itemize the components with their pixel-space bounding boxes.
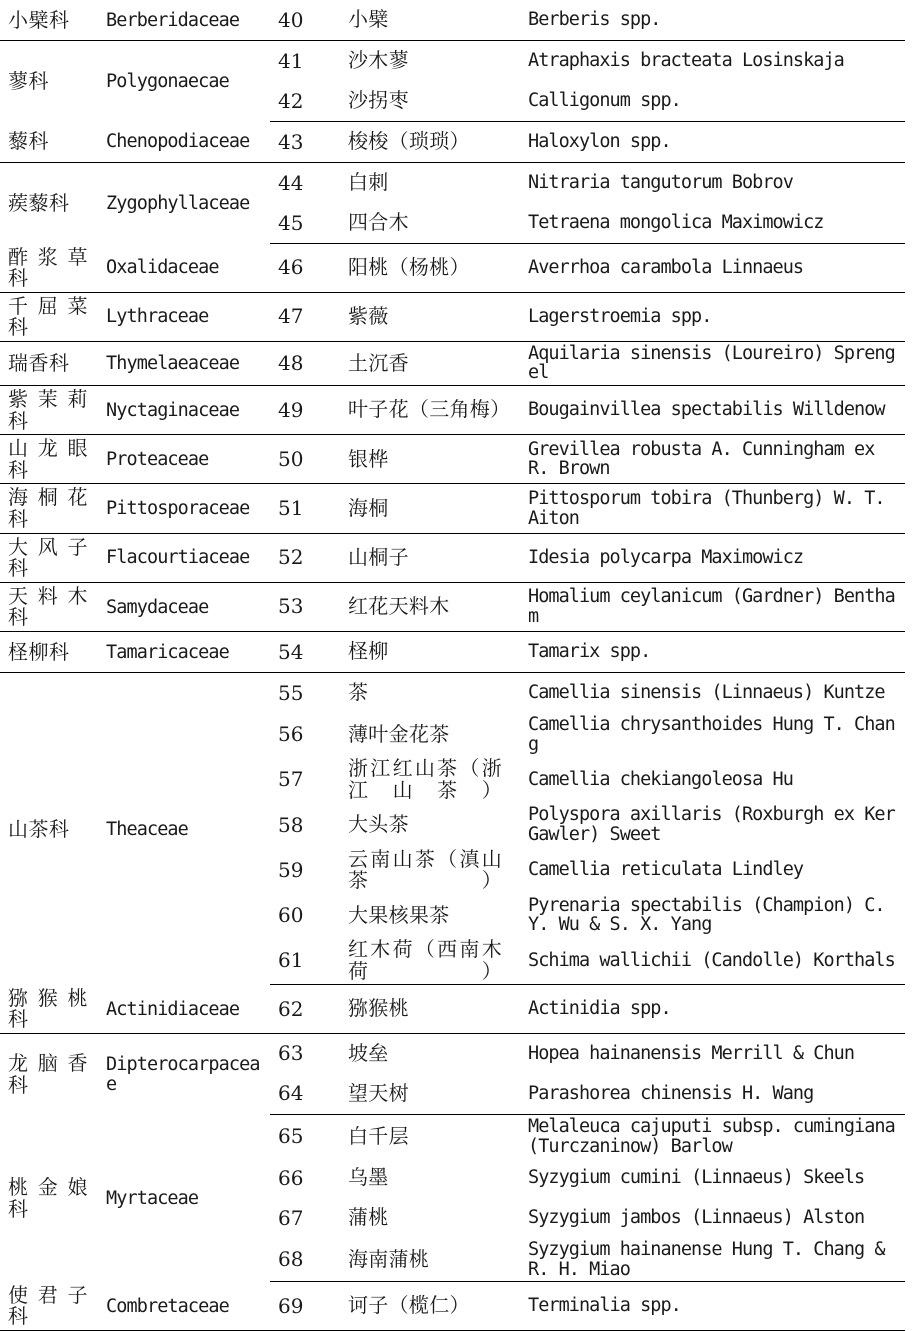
cell-species-la [520, 81, 905, 122]
species-number: 63 [278, 1041, 304, 1066]
cell-species-la [520, 1238, 905, 1282]
species-name-la: Aquilaria sinensis (Loureiro) Sprengel [528, 342, 895, 384]
table-row [0, 163, 905, 204]
table-row [0, 1033, 905, 1074]
table-row [0, 484, 905, 533]
table-row [0, 244, 905, 293]
cell-family-cn [0, 1114, 100, 1281]
cell-species-la [520, 484, 905, 533]
cell-family-cn [0, 341, 100, 385]
cell-species-cn [340, 1198, 520, 1238]
species-name-cn: 红花天料木 [348, 594, 450, 619]
cell-family-cn [0, 122, 100, 163]
species-number: 61 [278, 948, 304, 973]
table-row [0, 122, 905, 163]
species-number: 50 [278, 446, 304, 471]
cell-family-cn [0, 163, 100, 244]
cell-family-la [100, 341, 270, 385]
species-name-cn: 叶子花（三角梅） [348, 397, 511, 422]
cell-family-la [100, 1114, 270, 1281]
species-name-cn: 诃子（榄仁） [348, 1293, 470, 1318]
cell-species-cn [340, 435, 520, 484]
species-name-la: Tamarix spp. [528, 641, 651, 663]
species-name-la: Camellia chrysanthoides Hung T. Chang [528, 714, 895, 755]
cell-species-la [520, 203, 905, 244]
cell-species-no [270, 41, 340, 82]
cell-species-cn [340, 673, 520, 714]
cell-family-cn [0, 244, 100, 293]
species-name-cn: 土沉香 [348, 350, 409, 375]
family-name-cn: 猕猴桃科 [8, 985, 88, 1032]
cell-species-no [270, 533, 340, 582]
species-name-cn: 山桐子 [348, 544, 409, 569]
species-name-la: Grevillea robusta A. Cunningham ex R. Brown [528, 438, 875, 480]
cell-species-la [520, 632, 905, 673]
species-number: 43 [278, 129, 304, 154]
species-number: 65 [278, 1124, 304, 1149]
family-name-la: Polygonaecae [106, 70, 229, 92]
species-name-cn: 小檗 [348, 7, 389, 32]
cell-species-la [520, 847, 905, 894]
species-name-la: Camellia reticulata Lindley [528, 859, 804, 881]
species-name-la: Pittosporum tobira (Thunberg) W. T. Aiton [528, 487, 885, 529]
table-row [0, 533, 905, 582]
species-number: 68 [278, 1247, 304, 1272]
species-number: 60 [278, 902, 304, 927]
cell-species-la [520, 756, 905, 803]
cell-species-no [270, 803, 340, 846]
cell-family-la [100, 0, 270, 41]
family-name-cn: 小檗科 [8, 7, 70, 32]
species-name-la: Hopea hainanensis Merrill & Chun [528, 1043, 855, 1065]
cell-species-no [270, 937, 340, 985]
cell-species-no [270, 713, 340, 756]
species-name-cn: 望天树 [348, 1081, 409, 1106]
species-name-la: Haloxylon spp. [528, 131, 671, 153]
table-row [0, 292, 905, 341]
family-name-cn: 天料木科 [8, 583, 88, 630]
cell-species-cn [340, 81, 520, 122]
species-number: 53 [278, 594, 304, 619]
species-name-la: Terminalia spp. [528, 1295, 681, 1317]
species-number: 57 [278, 767, 304, 792]
cell-species-la [520, 1282, 905, 1331]
cell-family-cn [0, 1033, 100, 1114]
table-row [0, 1114, 905, 1158]
cell-species-no [270, 756, 340, 803]
cell-family-la [100, 1282, 270, 1331]
cell-species-no [270, 1033, 340, 1074]
species-name-cn: 蒲桃 [348, 1205, 389, 1230]
table-row [0, 0, 905, 41]
cell-family-la [100, 435, 270, 484]
family-name-la: Chenopodiaceae [106, 131, 250, 153]
species-name-cn: 四合木 [348, 210, 409, 235]
species-name-la: Tetraena mongolica Maximowicz [528, 212, 824, 234]
species-name-cn: 柽柳 [348, 639, 389, 664]
species-name-cn: 大头茶 [348, 812, 409, 837]
cell-family-la [100, 632, 270, 673]
cell-species-cn [340, 1033, 520, 1074]
cell-species-cn [340, 484, 520, 533]
species-name-la: Parashorea chinensis H. Wang [528, 1083, 814, 1105]
cell-species-cn [340, 163, 520, 204]
species-name-cn: 海桐 [348, 495, 389, 520]
species-number: 44 [278, 170, 304, 195]
species-number: 55 [278, 680, 304, 705]
cell-family-cn [0, 533, 100, 582]
family-name-la: Theaceae [106, 818, 188, 840]
cell-species-no [270, 244, 340, 293]
family-name-cn: 龙脑香科 [8, 1051, 88, 1097]
cell-species-no [270, 292, 340, 341]
table-row [0, 341, 905, 385]
cell-species-no [270, 847, 340, 894]
cell-species-la [520, 894, 905, 937]
table-row [0, 41, 905, 82]
species-name-cn: 白千层 [348, 1123, 409, 1148]
species-name-cn: 猕猴桃 [348, 996, 409, 1021]
species-name-cn: 海南蒲桃 [348, 1246, 430, 1271]
cell-species-no [270, 1114, 340, 1158]
cell-family-cn [0, 673, 100, 985]
species-number: 40 [278, 7, 304, 32]
cell-species-cn [340, 803, 520, 846]
family-name-la: Combretaceae [106, 1295, 229, 1317]
cell-species-no [270, 81, 340, 122]
cell-family-cn [0, 292, 100, 341]
cell-family-la [100, 41, 270, 122]
cell-family-la [100, 163, 270, 244]
species-number: 46 [278, 255, 304, 280]
species-name-cn: 红木荷（西南木荷） [348, 937, 502, 983]
cell-species-la [520, 292, 905, 341]
cell-species-la [520, 937, 905, 985]
family-name-cn: 紫茉莉科 [8, 387, 88, 433]
species-name-la: Syzygium hainanense Hung T. Chang & R. H. Miao [528, 1239, 885, 1280]
species-number: 62 [278, 996, 304, 1021]
cell-species-cn [340, 1282, 520, 1331]
family-name-cn: 山茶科 [8, 816, 70, 841]
cell-species-cn [340, 632, 520, 673]
species-name-cn: 乌墨 [348, 1165, 389, 1190]
cell-species-cn [340, 533, 520, 582]
cell-species-no [270, 484, 340, 533]
cell-species-cn [340, 341, 520, 385]
species-name-la: Pyrenaria spectabilis (Champion) C. Y. Wu & S. X. Yang [528, 894, 885, 936]
cell-species-cn [340, 582, 520, 631]
cell-species-la [520, 386, 905, 435]
cell-species-no [270, 1238, 340, 1282]
species-number: 52 [278, 545, 304, 570]
family-name-cn: 藜科 [8, 129, 49, 154]
cell-species-cn [340, 122, 520, 163]
cell-species-no [270, 894, 340, 937]
family-name-cn: 使君子科 [8, 1282, 88, 1329]
table-row [0, 1282, 905, 1331]
table-row [0, 435, 905, 484]
cell-family-cn [0, 484, 100, 533]
species-name-la: Idesia polycarpa Maximowicz [528, 546, 804, 568]
family-name-la: Oxalidaceae [106, 257, 219, 279]
species-name-la: Syzygium cumini (Linnaeus) Skeels [528, 1167, 865, 1189]
cell-family-cn [0, 386, 100, 435]
cell-species-no [270, 1074, 340, 1115]
family-name-cn: 桃金娘科 [8, 1175, 88, 1221]
species-number: 45 [278, 210, 304, 235]
cell-family-la [100, 122, 270, 163]
table-row [0, 632, 905, 673]
cell-species-cn [340, 41, 520, 82]
species-name-la: Syzygium jambos (Linnaeus) Alston [528, 1207, 865, 1229]
cell-species-cn [340, 386, 520, 435]
cell-species-la [520, 1158, 905, 1198]
species-number: 42 [278, 88, 304, 113]
family-name-cn: 蒺藜科 [8, 190, 70, 215]
family-name-la: Myrtaceae [106, 1187, 199, 1209]
species-name-la: Lagerstroemia spp. [528, 305, 712, 327]
cell-species-no [270, 203, 340, 244]
species-name-cn: 大果核果茶 [348, 902, 450, 927]
cell-family-cn [0, 632, 100, 673]
cell-species-cn [340, 203, 520, 244]
species-name-la: Calligonum spp. [528, 90, 681, 112]
species-name-la: Atraphaxis bracteata Losinskaja [528, 50, 844, 72]
family-name-cn: 酢浆草科 [8, 244, 88, 291]
species-number: 58 [278, 812, 304, 837]
table-row [0, 673, 905, 714]
family-name-cn: 千屈菜科 [8, 293, 88, 340]
cell-species-la [520, 533, 905, 582]
species-name-cn: 沙拐枣 [348, 88, 409, 113]
species-name-cn: 银桦 [348, 446, 389, 471]
table-row [0, 985, 905, 1034]
species-number: 48 [278, 350, 304, 375]
cell-species-la [520, 673, 905, 714]
cell-species-cn [340, 894, 520, 937]
species-number: 56 [278, 722, 304, 747]
cell-species-no [270, 435, 340, 484]
cell-species-cn [340, 756, 520, 803]
species-name-cn: 云南山茶（滇山茶） [348, 846, 502, 893]
cell-species-la [520, 985, 905, 1034]
cell-species-cn [340, 937, 520, 985]
species-name-la: Schima wallichii (Candolle) Korthals [528, 949, 895, 971]
cell-species-la [520, 713, 905, 756]
cell-species-cn [340, 1074, 520, 1115]
cell-species-no [270, 1282, 340, 1331]
cell-species-la [520, 803, 905, 846]
cell-family-la [100, 985, 270, 1034]
cell-species-la [520, 244, 905, 293]
species-name-la: Berberis spp. [528, 9, 661, 31]
family-name-cn: 柽柳科 [8, 639, 70, 664]
cell-species-no [270, 1198, 340, 1238]
cell-species-no [270, 632, 340, 673]
cell-species-cn [340, 1114, 520, 1158]
family-name-la: Pittosporaceae [106, 498, 250, 520]
family-name-la: Tamaricaceae [106, 641, 229, 663]
species-name-cn: 茶 [348, 680, 369, 705]
cell-family-cn [0, 435, 100, 484]
cell-species-cn [340, 847, 520, 894]
family-name-la: Actinidiaceae [106, 998, 240, 1020]
family-name-cn: 瑞香科 [8, 351, 70, 376]
species-name-la: Nitraria tangutorum Bobrov [528, 172, 793, 194]
species-number: 64 [278, 1081, 304, 1106]
species-name-la: Homalium ceylanicum (Gardner) Bentham [528, 586, 895, 627]
family-name-cn: 大风子科 [8, 534, 88, 581]
species-name-cn: 阳桃（杨桃） [348, 255, 470, 280]
family-name-la: Zygophyllaceae [106, 192, 250, 214]
cell-family-cn [0, 985, 100, 1034]
cell-species-la [520, 1114, 905, 1158]
species-number: 54 [278, 639, 304, 664]
cell-species-no [270, 582, 340, 631]
cell-species-cn [340, 1238, 520, 1282]
cell-species-la [520, 582, 905, 631]
species-number: 49 [278, 397, 304, 422]
cell-species-no [270, 1158, 340, 1198]
cell-species-cn [340, 1158, 520, 1198]
family-name-cn: 山龙眼科 [8, 436, 88, 482]
species-name-la: Averrhoa carambola Linnaeus [528, 257, 804, 279]
cell-species-la [520, 41, 905, 82]
cell-species-no [270, 0, 340, 41]
cell-species-la [520, 0, 905, 41]
cell-family-la [100, 292, 270, 341]
species-name-la: Melaleuca cajuputi subsp. cumingiana (Turczaninow) Barlow [528, 1115, 895, 1157]
species-name-la: Camellia sinensis (Linnaeus) Kuntze [528, 682, 885, 704]
cell-species-la [520, 1198, 905, 1238]
species-name-cn: 薄叶金花茶 [348, 721, 450, 746]
family-name-la: Thymelaeaceae [106, 353, 240, 375]
cell-species-cn [340, 0, 520, 41]
cell-species-la [520, 163, 905, 204]
species-name-la: Actinidia spp. [528, 998, 671, 1020]
family-name-la: Berberidaceae [106, 9, 240, 31]
family-name-la: Nyctaginaceae [106, 399, 240, 421]
cell-family-cn [0, 1282, 100, 1331]
species-name-cn: 沙木蓼 [348, 48, 409, 73]
species-number: 51 [278, 496, 304, 521]
family-name-cn: 海桐花科 [8, 485, 88, 532]
cell-family-cn [0, 0, 100, 41]
species-name-la: Polyspora axillaris (Roxburgh ex Ker Gawler) Sweet [528, 804, 895, 846]
cell-species-cn [340, 713, 520, 756]
species-number: 69 [278, 1293, 304, 1318]
species-number: 67 [278, 1205, 304, 1230]
cell-family-cn [0, 582, 100, 631]
species-name-cn: 浙江红山茶（浙江山茶） [348, 756, 502, 802]
family-name-la: Lythraceae [106, 306, 209, 328]
cell-family-cn [0, 41, 100, 122]
cell-family-la [100, 673, 270, 985]
cell-family-la [100, 244, 270, 293]
family-name-la: Flacourtiaceae [106, 547, 250, 569]
cell-species-la [520, 122, 905, 163]
cell-family-la [100, 386, 270, 435]
species-name-cn: 白刺 [348, 170, 389, 195]
species-number: 66 [278, 1165, 304, 1190]
species-number: 41 [278, 48, 304, 73]
cell-species-no [270, 673, 340, 714]
family-name-la: Proteaceae [106, 449, 209, 471]
cell-species-cn [340, 985, 520, 1034]
table-row [0, 582, 905, 631]
cell-family-la [100, 582, 270, 631]
species-number: 59 [278, 857, 304, 882]
table-row [0, 386, 905, 435]
cell-species-la [520, 435, 905, 484]
cell-family-la [100, 484, 270, 533]
family-name-la: Samydaceae [106, 596, 209, 618]
cell-species-no [270, 122, 340, 163]
cell-species-la [520, 1074, 905, 1115]
cell-family-la [100, 1033, 270, 1114]
species-name-cn: 梭梭（琐琐） [348, 129, 470, 154]
species-name-la: Camellia chekiangoleosa Hu [528, 769, 793, 791]
species-name-la: Bougainvillea spectabilis Willdenow [528, 399, 885, 421]
cell-species-no [270, 985, 340, 1034]
cell-species-no [270, 163, 340, 204]
cell-species-la [520, 1033, 905, 1074]
cell-family-la [100, 533, 270, 582]
species-name-cn: 紫薇 [348, 303, 389, 328]
cell-species-la [520, 341, 905, 385]
cell-species-no [270, 341, 340, 385]
cell-species-no [270, 386, 340, 435]
cell-species-cn [340, 244, 520, 293]
family-name-cn: 蓼科 [8, 68, 49, 93]
family-name-la: Dipterocarpaceae [106, 1054, 260, 1095]
cell-species-cn [340, 292, 520, 341]
species-number: 47 [278, 304, 304, 329]
species-name-cn: 坡垒 [348, 1041, 389, 1066]
